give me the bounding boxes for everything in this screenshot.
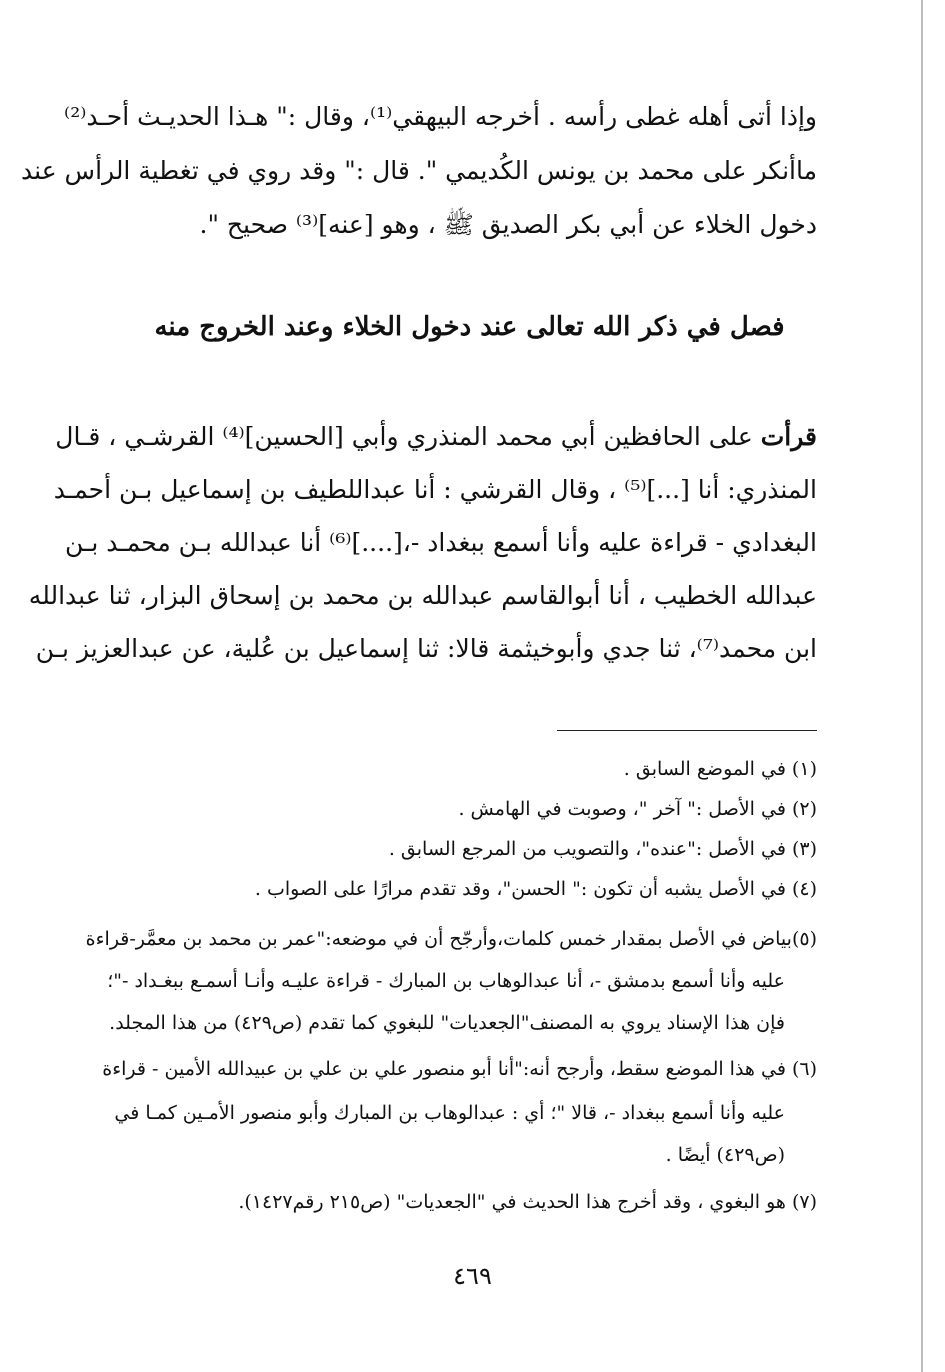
page-number: ٤٦٩	[453, 1262, 492, 1290]
footnote-4: (٤) في الأصل يشبه أن تكون :" الحسن"، وقد تقدم مرارًا على الصواب .	[254, 878, 817, 900]
paragraph-line-5: ابن محمد⁽⁷⁾، ثنا جدي وأبوخيثمة قالا: ثنا إسماعيل بن عُلية، عن عبدالعزيز بـن	[35, 634, 817, 663]
footnote-6-line-3: (ص٤٢٩) أيضًا .	[665, 1144, 785, 1166]
intro-line-3: دخول الخلاء عن أبي بكر الصديق ﷺ ، وهو [عنه]⁽³⁾ صحيح ".	[199, 210, 817, 239]
lead-word: قرأت	[760, 422, 817, 451]
footnote-7: (٧) هو البغوي ، وقد أخرج هذا الحديث في "الجعديات" (ص٢١٥ رقم١٤٢٧).	[238, 1191, 817, 1213]
footnote-5-line-3: فإن هذا الإسناد يروي به المصنف"الجعديات" للبغوي كما تقدم (ص٤٢٩) من هذا المجلد.	[109, 1012, 785, 1034]
section-heading: فصل في ذكر الله تعالى عند دخول الخلاء وعند الخروج منه	[154, 312, 785, 342]
footnote-1: (١) في الموضع السابق .	[623, 758, 817, 780]
paragraph-line-3: البغدادي - قراءة عليه وأنا أسمع ببغداد -،[....]⁽⁶⁾ أنا عبدالله بـن محمـد بـن	[65, 528, 817, 557]
page-edge-rule	[921, 0, 923, 1372]
footnote-3: (٣) في الأصل :"عنده"، والتصويب من المرجع السابق .	[388, 838, 817, 860]
footnote-2: (٢) في الأصل :" آخر "، وصوبت في الهامش .	[458, 798, 817, 820]
intro-line-1: وإذا أتى أهله غطى رأسه . أخرجه البيهقي⁽¹⁾، وقال :" هـذا الحديـث أحـد⁽²⁾	[64, 102, 817, 131]
paragraph-line-1-text: على الحافظين أبي محمد المنذري وأبي [الحسين]⁽⁴⁾ القرشـي ، قـال	[55, 422, 753, 451]
footnote-divider	[557, 730, 817, 731]
footnote-6-line-1: (٦) في هذا الموضع سقط، وأرجح أنه:"أنا أبو منصور علي بن علي بن عبيدالله الأمين - قراءة	[102, 1058, 817, 1080]
footnote-5-line-1: (٥)بياض في الأصل بمقدار خمس كلمات،وأرجّح أن في موضعه:"عمر بن محمد بن معمَّر-قراءة	[85, 928, 817, 950]
footnote-6-line-2: عليه وأنا أسمع ببغداد -، قالا "؛ أي : عبدالوهاب بن المبارك وأبو منصور الأمـين كمـا في	[114, 1102, 785, 1124]
paragraph-line-2: المنذري: أنا [...]⁽⁵⁾ ، وقال القرشي : أنا عبداللطيف بن إسماعيل بـن أحمـد	[53, 475, 817, 504]
paragraph-line-4: عبدالله الخطيب ، أنا أبوالقاسم عبدالله بن محمد بن إسحاق البزار، ثنا عبدالله	[28, 581, 817, 610]
paragraph-line-1	[55, 412, 817, 464]
footnote-5-line-2: عليه وأنا أسمع بدمشق -، أنا عبدالوهاب بن المبارك - قراءة عليـه وأنـا أسمـع ببغـداد -"؛	[107, 970, 785, 992]
intro-line-2: ماأنكر على محمد بن يونس الكُديمي ". قال :" وقد روي في تغطية الرأس عند	[21, 156, 817, 185]
